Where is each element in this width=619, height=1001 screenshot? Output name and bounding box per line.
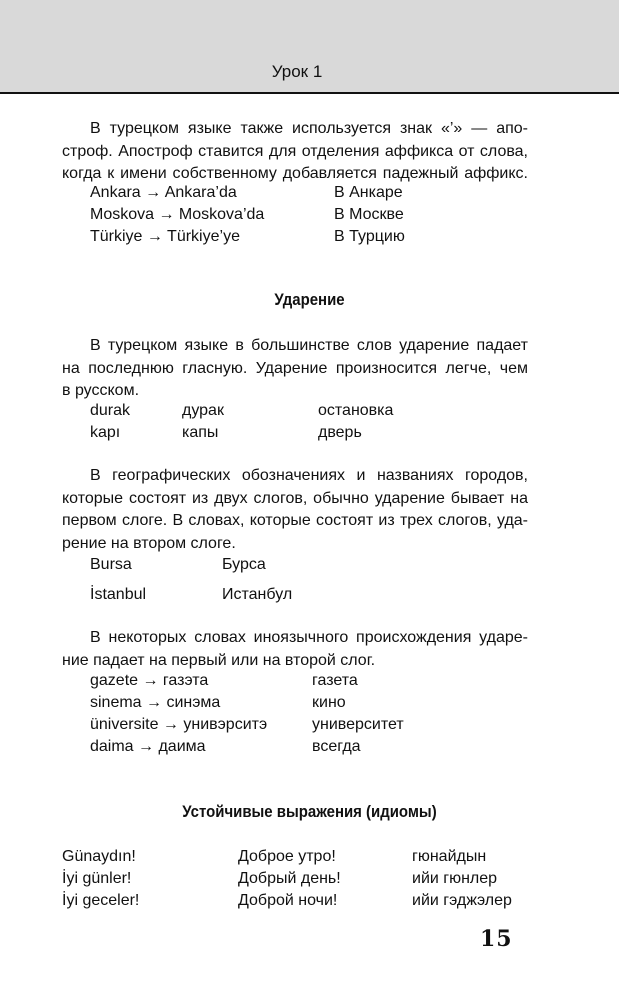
example-russian: Бурса: [222, 556, 266, 573]
paragraph-line: которые состоят из двух слогов, обычно ударение бывает на: [62, 489, 528, 507]
paragraph-line: В турецком языке в большинстве слов ударение падает: [90, 337, 528, 354]
example-turkish: kapı: [90, 424, 121, 441]
example-turkish: üniversite → унивэрситэ: [90, 716, 268, 733]
idiom-pronunciation: гюнайдын: [412, 848, 487, 865]
paragraph-line: рение на втором слоге.: [62, 534, 236, 552]
paragraph-line: в русском.: [62, 382, 140, 399]
example-turkish: durak: [90, 402, 131, 419]
example-transcription: капы: [182, 424, 219, 441]
example-transcription: дурак: [182, 402, 224, 419]
example-russian: Истанбул: [222, 586, 293, 603]
paragraph-line: первом слоге. В словах, которые состоят из трех слогов, уда-: [62, 512, 528, 529]
page-number: 15: [480, 926, 513, 952]
chapter-header: [0, 0, 619, 94]
paragraph-line: В некоторых словах иноязычного происхождения ударе-: [90, 629, 528, 646]
idiom-russian: Доброе утро!: [238, 848, 336, 865]
paragraph-line: на последнюю гласную. Ударение произносится легче, чем: [62, 359, 528, 377]
idiom-pronunciation: ийи гюнлер: [412, 870, 498, 887]
example-turkish: Bursa: [90, 556, 132, 573]
example-turkish: Moskova → Moskova’da: [90, 206, 265, 223]
example-russian: В Москве: [334, 206, 404, 223]
geo-paragraph: [62, 465, 528, 555]
foreign-words-paragraph: [62, 627, 528, 672]
idiom-turkish: İyi geceler!: [62, 892, 140, 909]
example-meaning: кино: [312, 694, 346, 711]
example-meaning: университет: [312, 716, 404, 733]
idiom-russian: Доброй ночи!: [238, 892, 338, 909]
paragraph-line: В географических обозначениях и названиях городов,: [90, 467, 528, 484]
example-turkish: gazete → газэта: [90, 672, 209, 689]
apostrophe-paragraph: [62, 118, 528, 186]
example-meaning: газета: [312, 672, 358, 689]
section-heading-stress: Ударение: [274, 290, 345, 309]
idiom-russian: Добрый день!: [238, 870, 341, 887]
example-turkish: daima → даима: [90, 738, 206, 755]
paragraph-line: строф. Апостроф ставится для отделения аффикса от слова,: [62, 142, 528, 160]
example-meaning: остановка: [318, 402, 394, 419]
example-russian: В Анкаре: [334, 184, 403, 201]
paragraph-line: ние падает на первый или на второй слог.: [62, 651, 376, 669]
idiom-pronunciation: ийи гэджэлер: [412, 892, 512, 909]
section-heading-idioms: Устойчивые выражения (идиомы): [182, 802, 437, 821]
idiom-turkish: İyi günler!: [62, 870, 132, 887]
example-meaning: всегда: [312, 738, 361, 755]
example-meaning: дверь: [318, 424, 362, 441]
example-russian: В Турцию: [334, 228, 405, 245]
stress-intro-paragraph: [62, 335, 528, 403]
example-turkish: Türkiye → Türkiye’ye: [90, 228, 240, 245]
idiom-turkish: Günaydın!: [62, 848, 136, 865]
example-turkish: İstanbul: [90, 586, 147, 603]
example-turkish: Ankara → Ankara’da: [90, 184, 237, 201]
paragraph-line: В турецком языке также используется знак «’» — апо-: [90, 120, 528, 137]
example-turkish: sinema → синэма: [90, 694, 221, 711]
paragraph-line: когда к имени собственному добавляется падежный аффикс.: [62, 165, 528, 182]
chapter-title: Урок 1: [271, 62, 323, 81]
